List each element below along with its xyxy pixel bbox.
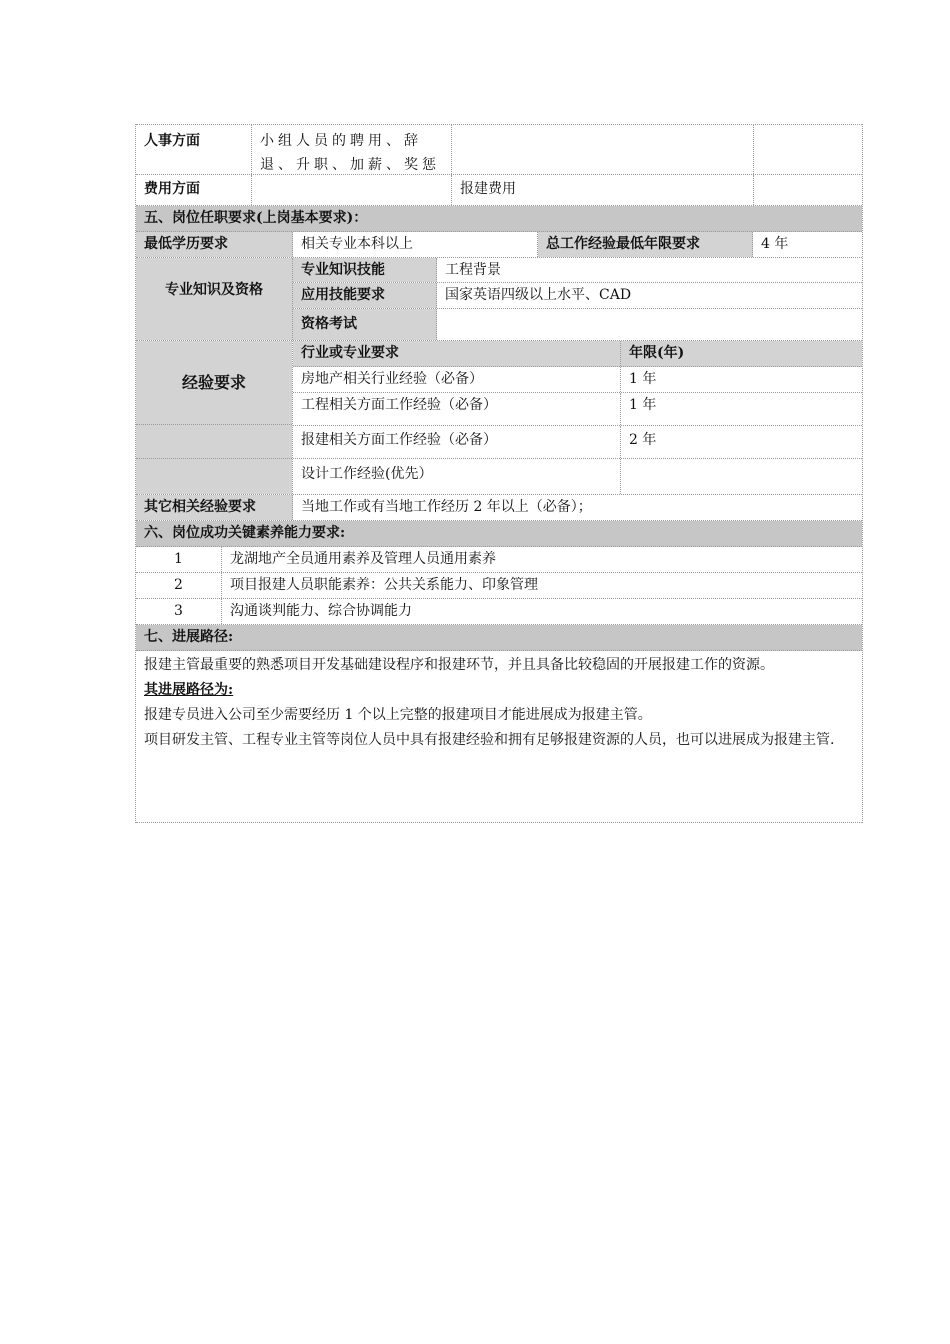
cost-empty-2 <box>754 175 862 205</box>
hr-content: 小组人员的聘用、辞退、升职、加薪、奖惩 <box>252 125 452 174</box>
knowledge-subrow <box>293 309 862 340</box>
knowledge-table <box>293 258 862 340</box>
experience-subrow <box>293 393 862 426</box>
experience-col2-header: 年限(年) <box>629 345 685 361</box>
experience-row <box>136 341 862 495</box>
ability-row <box>136 547 862 573</box>
knowledge-value <box>437 309 862 340</box>
experience-req: 设计工作经验(优先） <box>293 459 621 494</box>
cost-row <box>136 175 862 206</box>
experience-col1-header: 行业或专业要求 <box>293 341 621 366</box>
experience-years: 1 年 <box>629 371 657 387</box>
section6-title: 六、岗位成功关键素养能力要求: <box>136 521 862 547</box>
knowledge-value: 工程背景 <box>445 262 501 278</box>
job-description-table <box>135 124 863 823</box>
experience-label: 经验要求 <box>136 341 292 425</box>
knowledge-row <box>136 258 862 341</box>
experience-years <box>621 459 862 494</box>
experience-years-label: 总工作经验最低年限要求 <box>538 232 753 257</box>
ability-row <box>136 599 862 625</box>
cost-content: 报建费用 <box>452 175 754 205</box>
hr-label: 人事方面 <box>136 125 252 174</box>
experience-req: 报建相关方面工作经验（必备） <box>293 426 621 459</box>
education-row <box>136 232 862 258</box>
experience-header <box>293 341 862 367</box>
knowledge-subrow <box>293 258 862 283</box>
career-path-2: 项目研发主管、工程专业主管等岗位人员中具有报建经验和拥有足够报建资源的人员，也可以进展成为报建主管. <box>144 732 835 748</box>
experience-years: 1 年 <box>629 397 657 413</box>
hr-row <box>136 124 862 175</box>
knowledge-key: 资格考试 <box>293 309 437 340</box>
education-label: 最低学历要求 <box>136 232 293 257</box>
other-row <box>136 495 862 521</box>
section7-title: 七、进展路径: <box>136 625 862 651</box>
ability-number: 1 <box>136 547 222 572</box>
experience-subrow <box>293 426 862 460</box>
career-path-text <box>136 651 862 823</box>
experience-table <box>293 341 862 494</box>
section5-title: 五、岗位任职要求(上岗基本要求)： <box>136 206 862 232</box>
career-path-1: 报建专员进入公司至少需要经历 1 个以上完整的报建项目才能进展成为报建主管。 <box>144 707 652 723</box>
hr-empty-2 <box>754 125 862 174</box>
ability-text: 龙湖地产全员通用素养及管理人员通用素养 <box>230 551 496 567</box>
ability-number: 3 <box>136 599 222 624</box>
knowledge-subrow <box>293 283 862 309</box>
cost-empty <box>252 175 452 205</box>
education-value: 相关专业本科以上 <box>293 232 538 257</box>
experience-subrow <box>293 459 862 494</box>
experience-label-blank <box>136 459 292 494</box>
ability-text: 项目报建人员职能素养：公共关系能力、印象管理 <box>230 577 538 593</box>
ability-number: 2 <box>136 573 222 598</box>
knowledge-label: 专业知识及资格 <box>136 258 293 340</box>
knowledge-key: 专业知识技能 <box>293 258 437 282</box>
cost-label: 费用方面 <box>136 175 252 205</box>
experience-label-col <box>136 341 293 494</box>
knowledge-value: 国家英语四级以上水平、CAD <box>445 287 632 303</box>
other-value: 当地工作或有当地工作经历 2 年以上（必备）； <box>301 499 592 515</box>
hr-empty-1 <box>452 125 754 174</box>
ability-text: 沟通谈判能力、综合协调能力 <box>230 603 412 619</box>
ability-row <box>136 573 862 599</box>
knowledge-key: 应用技能要求 <box>293 283 437 308</box>
experience-req: 房地产相关行业经验（必备） <box>293 367 621 392</box>
career-path-title: 其进展路径为: <box>144 682 234 698</box>
experience-label-blank <box>136 425 292 459</box>
experience-years-value: 4 年 <box>761 236 789 252</box>
experience-subrow <box>293 367 862 393</box>
experience-years: 2 年 <box>629 431 657 448</box>
career-intro: 报建主管最重要的熟悉项目开发基础建设程序和报建环节，并且具备比较稳固的开展报建工作的资源。 <box>144 657 774 673</box>
other-label: 其它相关经验要求 <box>136 495 293 520</box>
experience-req: 工程相关方面工作经验（必备） <box>293 393 621 425</box>
